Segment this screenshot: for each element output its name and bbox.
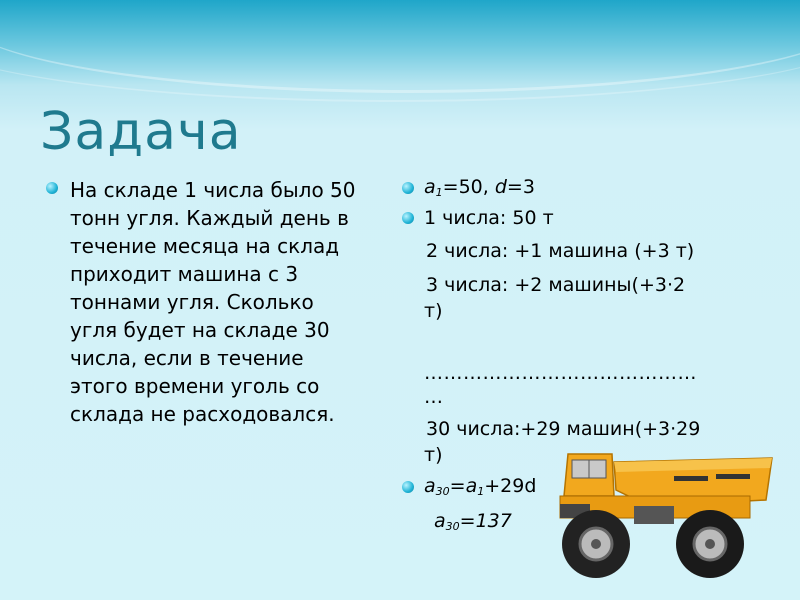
formula-line bbox=[424, 475, 536, 498]
sub-1: 1 bbox=[435, 186, 443, 199]
bullet-icon bbox=[402, 212, 414, 224]
day3-line-cont: т) bbox=[424, 300, 443, 322]
dump-truck-icon bbox=[554, 440, 774, 585]
formula-rest: +29d bbox=[484, 475, 537, 497]
day3-line: 3 числа: +2 машины(+3·2 bbox=[426, 274, 686, 296]
sub-30: 30 bbox=[445, 520, 460, 533]
sub-30: 30 bbox=[435, 485, 450, 498]
problem-text: На складе 1 числа было 50 тонн угля. Каждый день в течение месяца на склад приходит машина с 3 тоннами угля. Сколько угля будет на складе 30 числа, если в течение этого времени уголь со склада не расходовался. bbox=[70, 178, 356, 426]
slide-title: Задача bbox=[40, 102, 242, 162]
a1-value: =50, bbox=[442, 176, 495, 198]
day30-line-cont: т) bbox=[424, 444, 443, 466]
background-wave bbox=[0, 0, 800, 102]
day1-line: 1 числа: 50 т bbox=[424, 207, 554, 229]
d-value: =3 bbox=[506, 176, 535, 198]
dots-line-cont: … bbox=[424, 386, 443, 408]
sub-1: 1 bbox=[477, 485, 485, 498]
day30-line: 30 числа:+29 машин(+3·29 bbox=[426, 418, 701, 440]
bullet-icon bbox=[402, 182, 414, 194]
var-d: d bbox=[494, 176, 507, 198]
bullet-icon bbox=[402, 481, 414, 493]
var-a: a bbox=[424, 176, 436, 198]
var-a: a bbox=[434, 510, 446, 532]
problem-block bbox=[46, 176, 366, 428]
var-a: a bbox=[465, 475, 478, 497]
result-line bbox=[434, 510, 512, 533]
bullet-icon bbox=[46, 182, 58, 194]
day2-line: 2 числа: +1 машина (+3 т) bbox=[426, 240, 695, 262]
dots-line: …………………………………… bbox=[424, 362, 697, 384]
var-a: a bbox=[424, 475, 436, 497]
given-line bbox=[424, 176, 535, 199]
result-value: =137 bbox=[459, 510, 512, 532]
equals: = bbox=[449, 475, 466, 497]
